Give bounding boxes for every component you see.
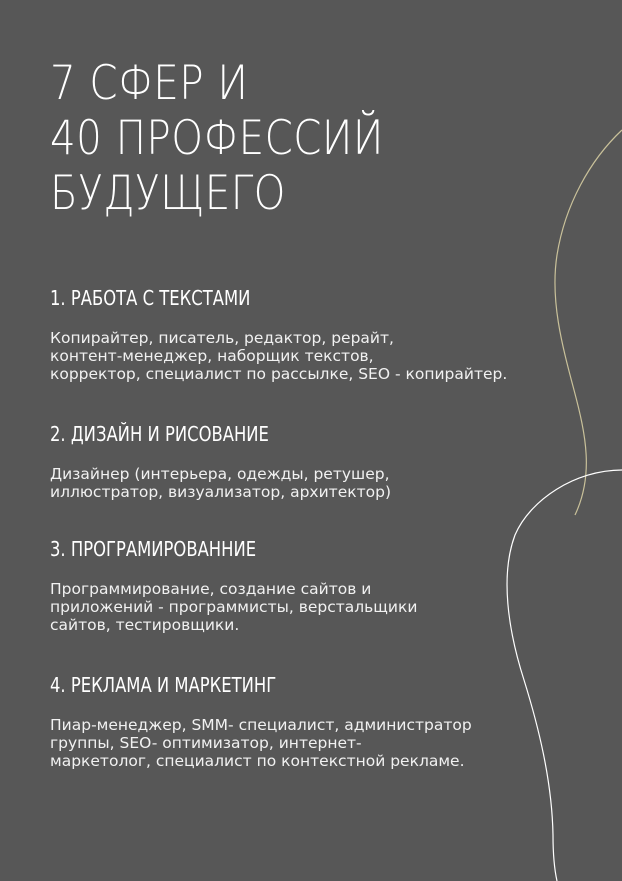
- section-heading: 2. ДИЗАЙН И РИСОВАНИЕ: [50, 422, 269, 446]
- section-body: Пиар-менеджер, SMM- специалист, администратор группы, SEO- оптимизатор, интернет- маркетолог, специалист по контекстной рекламе.: [50, 716, 472, 770]
- section-body: Программирование, создание сайтов и приложений - программисты, верстальщики сайтов, тестировщики.: [50, 580, 418, 634]
- title-line-3: БУДУЩЕГО: [50, 166, 286, 221]
- section-heading: 4. РЕКЛАМА И МАРКЕТИНГ: [50, 673, 277, 697]
- section-marketing: [50, 674, 570, 770]
- section-heading: 3. ПРОГРАМИРОВАННИЕ: [50, 537, 257, 561]
- section-heading: 1. РАБОТА С ТЕКСТАМИ: [50, 286, 251, 310]
- section-programming: [50, 538, 570, 634]
- section-design: [50, 423, 570, 501]
- page-title: [50, 56, 384, 221]
- section-body: Дизайнер (интерьера, одежды, ретушер, иллюстратор, визуализатор, архитектор): [50, 465, 391, 501]
- section-texts: [50, 287, 570, 383]
- title-line-1: 7 СФЕР И: [50, 56, 249, 111]
- section-body: Копирайтер, писатель, редактор, рерайт, контент-менеджер, наборщик текстов, корректор, специалист по рассылке, SEO - копирайтер.: [50, 329, 508, 383]
- title-line-2: 40 ПРОФЕССИЙ: [50, 111, 384, 166]
